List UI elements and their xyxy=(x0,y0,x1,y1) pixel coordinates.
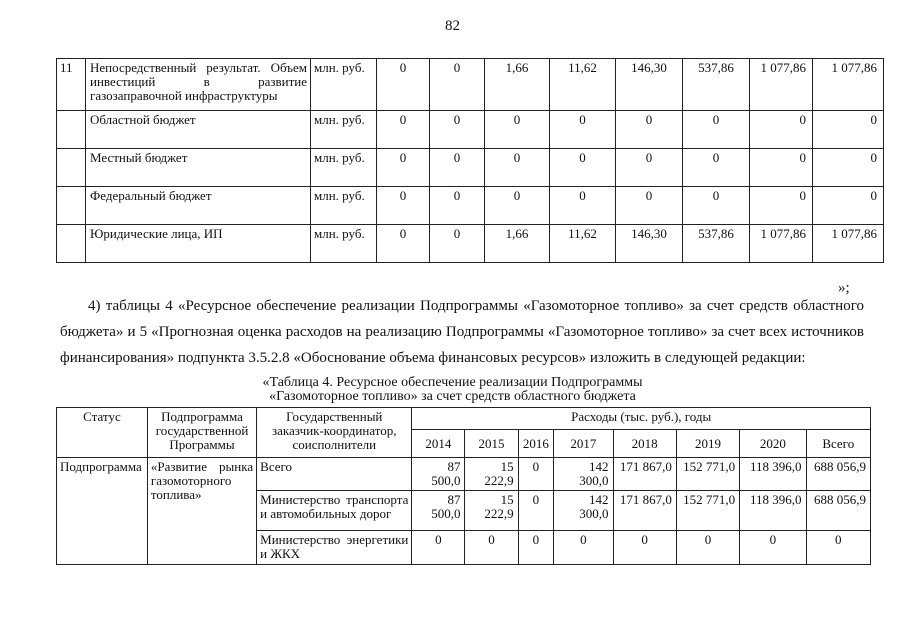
table4-title-line1: «Таблица 4. Ресурсное обеспечение реализации Подпрограммы xyxy=(262,375,643,390)
unit: млн. руб. xyxy=(311,111,377,149)
value-cell: 0 xyxy=(430,149,485,187)
value-cell: 11,62 xyxy=(550,59,616,111)
value-cell: 0 xyxy=(485,149,550,187)
value-cell: 171 867,0 xyxy=(613,491,676,531)
value-cell: 0 xyxy=(430,111,485,149)
value-cell: 87 500,0 xyxy=(412,491,465,531)
indicator-name: Местный бюджет xyxy=(86,149,311,187)
customer-cell: Министерство транспорта и автомобильных дорог xyxy=(257,491,412,531)
value-cell: 0 xyxy=(377,59,430,111)
header-year: 2018 xyxy=(613,430,676,458)
header-subprogram: Подпрограмма государственной Программы xyxy=(147,408,256,458)
header-year: 2017 xyxy=(554,430,613,458)
value-cell: 146,30 xyxy=(616,59,683,111)
value-cell: 0 xyxy=(750,187,813,225)
value-cell: 0 xyxy=(813,111,884,149)
value-cell: 0 xyxy=(518,458,554,491)
header-year: 2016 xyxy=(518,430,554,458)
value-cell: 0 xyxy=(465,531,518,565)
value-cell: 15 222,9 xyxy=(465,491,518,531)
table4-title xyxy=(0,376,905,404)
value-cell: 15 222,9 xyxy=(465,458,518,491)
value-cell: 1,66 xyxy=(485,225,550,263)
value-cell: 0 xyxy=(485,187,550,225)
unit: млн. руб. xyxy=(311,59,377,111)
status-cell: Подпрограмма xyxy=(57,458,148,565)
value-cell: 171 867,0 xyxy=(613,458,676,491)
value-cell: 537,86 xyxy=(683,59,750,111)
value-cell: 142 300,0 xyxy=(554,458,613,491)
value-cell: 0 xyxy=(377,187,430,225)
value-cell: 0 xyxy=(377,149,430,187)
header-customer: Государственный заказчик-координатор, соисполнители xyxy=(257,408,412,458)
value-cell: 1 077,86 xyxy=(813,225,884,263)
customer-cell: Всего xyxy=(257,458,412,491)
investment-results-table xyxy=(56,58,884,263)
header-expenses: Расходы (тыс. руб.), годы xyxy=(412,408,871,430)
row-number xyxy=(57,111,86,149)
value-cell: 0 xyxy=(550,111,616,149)
value-cell: 0 xyxy=(430,59,485,111)
value-cell: 118 396,0 xyxy=(740,458,806,491)
header-year: 2019 xyxy=(676,430,739,458)
value-cell: 0 xyxy=(683,149,750,187)
value-cell: 0 xyxy=(485,111,550,149)
value-cell: 537,86 xyxy=(683,225,750,263)
unit: млн. руб. xyxy=(311,149,377,187)
customer-cell: Министерство энергетики и ЖКХ xyxy=(257,531,412,565)
value-cell: 0 xyxy=(616,149,683,187)
indicator-name: Юридические лица, ИП xyxy=(86,225,311,263)
value-cell: 11,62 xyxy=(550,225,616,263)
indicator-name: Областной бюджет xyxy=(86,111,311,149)
value-cell: 0 xyxy=(518,531,554,565)
value-cell: 0 xyxy=(518,491,554,531)
value-cell: 0 xyxy=(750,149,813,187)
value-cell: 1 077,86 xyxy=(750,225,813,263)
value-cell: 152 771,0 xyxy=(676,491,739,531)
value-cell: 1 077,86 xyxy=(813,59,884,111)
value-cell: 0 xyxy=(616,187,683,225)
subprogram-cell: «Развитие рынка газомоторного топлива» xyxy=(147,458,256,565)
value-cell: 1 077,86 xyxy=(750,59,813,111)
value-cell: 0 xyxy=(412,531,465,565)
header-status: Статус xyxy=(57,408,148,458)
page-number: 82 xyxy=(445,18,460,34)
value-cell: 0 xyxy=(550,187,616,225)
paragraph-text: 4) таблицы 4 «Ресурсное обеспечение реализации Подпрограммы «Газомоторное топливо» за счет средств областного бюджета» и 5 «Прогнозная оценка расходов на реализацию Подпрограммы «Газомоторное топливо» за счет всех источников финансирования» подпункта 3.5.2.8 «Обоснование объема финансовых ресурсов» изложить в следующей редакции: xyxy=(60,298,864,366)
value-cell: 0 xyxy=(616,111,683,149)
value-cell: 688 056,9 xyxy=(806,458,870,491)
row-number xyxy=(57,149,86,187)
row-number xyxy=(57,225,86,263)
value-cell: 0 xyxy=(377,225,430,263)
value-cell: 688 056,9 xyxy=(806,491,870,531)
table-row xyxy=(57,458,871,491)
indicator-name: Непосредственный результат. Объем инвестиций в развитие газозаправочной инфраструктуры xyxy=(86,59,311,111)
value-cell: 0 xyxy=(550,149,616,187)
value-cell: 1,66 xyxy=(485,59,550,111)
table-row xyxy=(57,111,884,149)
unit: млн. руб. xyxy=(311,225,377,263)
header-year: 2014 xyxy=(412,430,465,458)
header-year: 2020 xyxy=(740,430,806,458)
closing-quote: »; xyxy=(838,280,850,296)
value-cell: 0 xyxy=(377,111,430,149)
value-cell: 0 xyxy=(750,111,813,149)
resource-provision-table xyxy=(56,407,871,565)
table-row xyxy=(57,187,884,225)
value-cell: 0 xyxy=(554,531,613,565)
value-cell: 0 xyxy=(613,531,676,565)
value-cell: 152 771,0 xyxy=(676,458,739,491)
value-cell: 0 xyxy=(430,225,485,263)
value-cell: 146,30 xyxy=(616,225,683,263)
value-cell: 0 xyxy=(430,187,485,225)
header-year: 2015 xyxy=(465,430,518,458)
header-year: Всего xyxy=(806,430,870,458)
row-number: 11 xyxy=(57,59,86,111)
value-cell: 0 xyxy=(740,531,806,565)
value-cell: 0 xyxy=(813,149,884,187)
table-row xyxy=(57,225,884,263)
unit: млн. руб. xyxy=(311,187,377,225)
value-cell: 0 xyxy=(683,187,750,225)
row-number xyxy=(57,187,86,225)
table4-title-line2: «Газомоторное топливо» за счет средств областного бюджета xyxy=(269,389,636,404)
value-cell: 118 396,0 xyxy=(740,491,806,531)
value-cell: 0 xyxy=(676,531,739,565)
amendment-paragraph xyxy=(60,293,864,371)
value-cell: 0 xyxy=(683,111,750,149)
value-cell: 0 xyxy=(806,531,870,565)
table-row xyxy=(57,59,884,111)
value-cell: 142 300,0 xyxy=(554,491,613,531)
value-cell: 0 xyxy=(813,187,884,225)
table-row xyxy=(57,149,884,187)
indicator-name: Федеральный бюджет xyxy=(86,187,311,225)
value-cell: 87 500,0 xyxy=(412,458,465,491)
